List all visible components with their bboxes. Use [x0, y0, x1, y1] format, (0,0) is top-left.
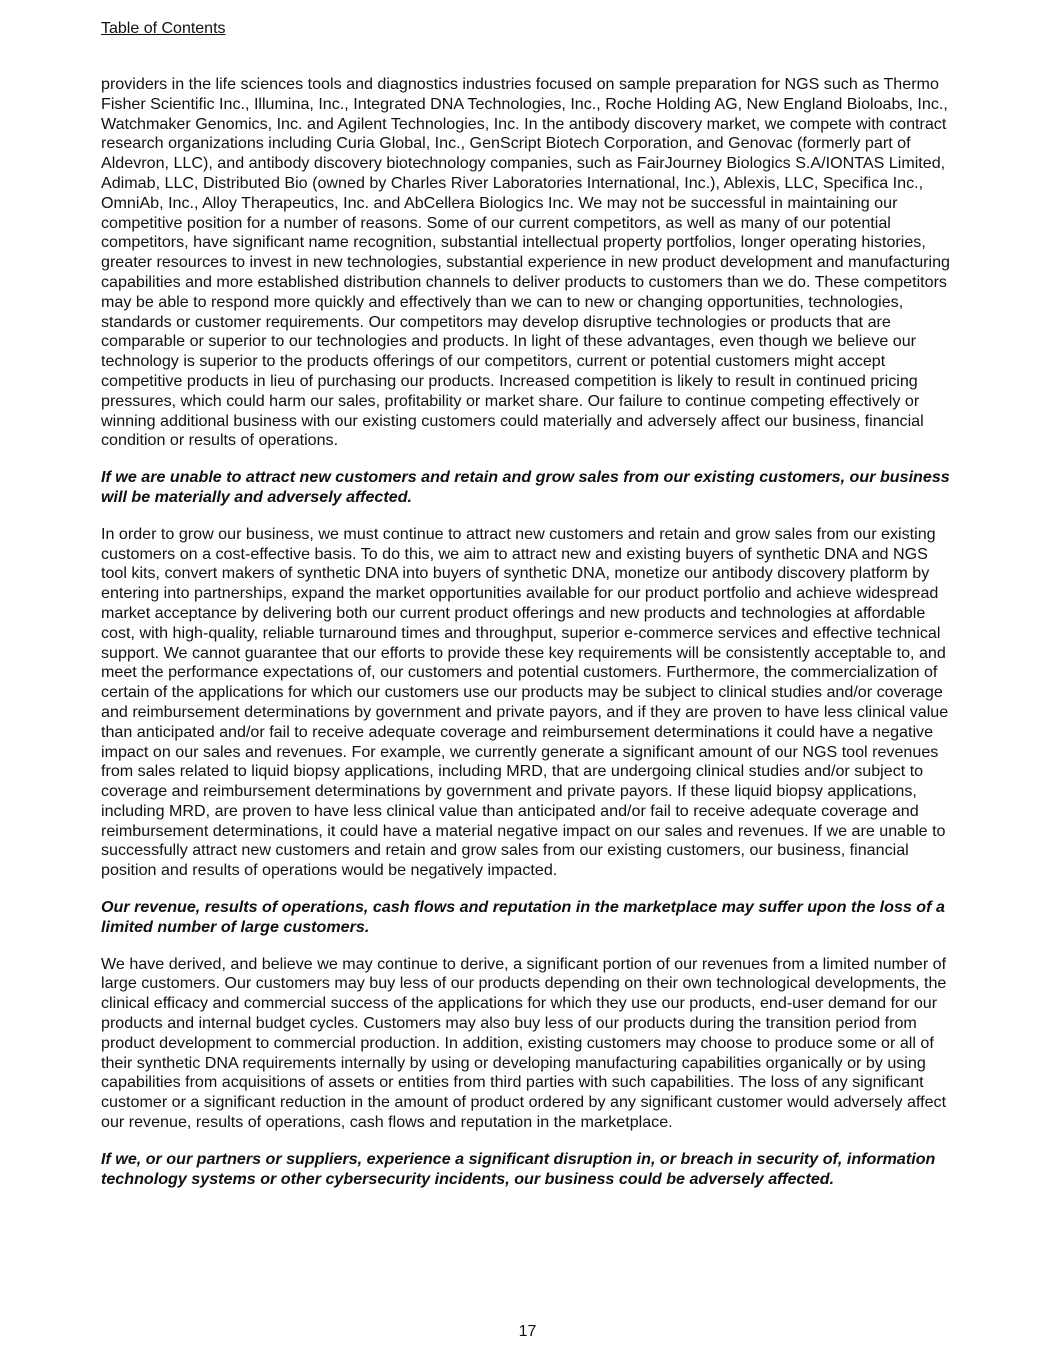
body-paragraph-competition: providers in the life sciences tools and diagnostics industries focused on sample preparation for NGS such as Thermo Fisher Scientific Inc., Illumina, Inc., Integrated DNA Technologies, Inc., Roche Holding AG, New England Bioloabs, Inc., Watchmaker Genomics, Inc. and Agilent Technologies, Inc. In the antibody discovery market, we compete with contract research organizations including Curia Global, Inc., GenScript Biotech Corporation, and Genovac (formerly part of Aldevron, LLC), and antibody discovery biotechnology companies, such as FairJourney Biologics S.A/IONTAS Limited, Adimab, LLC, Distributed Bio (owned by Charles River Laboratories International, Inc.), Ablexis, LLC, Specifica Inc., OmniAb, Inc., Alloy Therapeutics, Inc. and AbCellera Biologics Inc. We may not be successful in maintaining our competitive position for a number of reasons. Some of our current competitors, as well as many of our potential competitors, have significant name recognition, substantial intellectual property portfolios, longer operating histories, greater resources to invest in new technologies, substantial experience in new product development and manufacturing capabilities and more established distribution channels to deliver products to customers than we do. These competitors may be able to respond more quickly and effectively than we can to new or changing opportunities, technologies, standards or customer requirements. Our competitors may develop disruptive technologies or products that are comparable or superior to our technologies and products. In light of these advantages, even though we believe our technology is superior to the products offerings of our competitors, current or potential customers might accept competitive products in lieu of purchasing our products. Increased competition is likely to result in continued pricing pressures, which could harm our sales, profitability or market share. Our failure to continue competing effectively or winning additional business with our existing customers could materially and adversely affect our business, financial condition or results of operations.: [101, 75, 951, 450]
risk-heading-large-customers: Our revenue, results of operations, cash flows and reputation in the marketplace may suffer upon the loss of a limited number of large customers.: [101, 898, 945, 936]
risk-heading-cybersecurity: If we, or our partners or suppliers, experience a significant disruption in, or breach in security of, information technology systems or other cybersecurity incidents, our business could be adversely affected.: [101, 1149, 936, 1188]
risk-heading-customers: If we are unable to attract new customers and retain and grow sales from our existing customers, our business will be materially and adversely affected.: [101, 468, 950, 506]
table-of-contents-link[interactable]: Table of Contents: [101, 20, 226, 37]
page-number: 17: [518, 1323, 537, 1340]
body-paragraph-large-customers: We have derived, and believe we may continue to derive, a significant portion of our revenues from a limited number of large customers. Our customers may buy less of our products depending on their own technological developments, the clinical efficacy and commercial success of the applications for which they use our products, end-user demand for our products and internal budget cycles. Customers may also buy less of our products during the transition period from product development to commercial production. In addition, existing customers may choose to produce some or all of their synthetic DNA requirements internally by using or developing manufacturing capabilities organically or by using capabilities from acquisitions of assets or entities from third parties with such capabilities. The loss of any significant customer or a significant reduction in the amount of product ordered by any significant customer would adversely affect our revenue, results of operations, cash flows and reputation in the marketplace.: [101, 954, 947, 1132]
body-paragraph-customers: In order to grow our business, we must continue to attract new customers and retain and grow sales from our existing customers on a cost-effective basis. To do this, we aim to attract new and existing buyers of synthetic DNA and NGS tool kits, convert makers of synthetic DNA into buyers of synthetic DNA, monetize our antibody discovery platform by entering into partnerships, expand the market opportunities available for our product portfolio and achieve widespread market acceptance by delivering both our current product offerings and new products and technologies at affordable cost, with high-quality, reliable turnaround times and throughput, superior e-commerce services and effective technical support. We cannot guarantee that our efforts to provide these key requirements will be consistently acceptable to, and meet the performance expectations of, our customers and potential customers. Furthermore, the commercialization of certain of the applications for which our customers use our products may be subject to clinical studies and/or coverage and reimbursement determinations by government and private payors, and if they are proven to have less clinical value than anticipated and/or fail to receive adequate coverage and reimbursement determinations it could have a negative impact on our sales and revenues. For example, we currently generate a significant amount of our NGS tool revenues from sales related to liquid biopsy applications, including MRD, that are undergoing clinical studies and/or subject to coverage and reimbursement determinations by government and private payors. If these liquid biopsy applications, including MRD, are proven to have less clinical value than anticipated and/or fail to receive adequate coverage and reimbursement determinations, it could have a material negative impact on our sales and revenues. If we are unable to successfully attract new customers and retain and grow sales from our existing customers, our business, financial position and results of operations would be negatively impacted.: [101, 524, 949, 880]
document-page: [101, 18, 956, 1189]
